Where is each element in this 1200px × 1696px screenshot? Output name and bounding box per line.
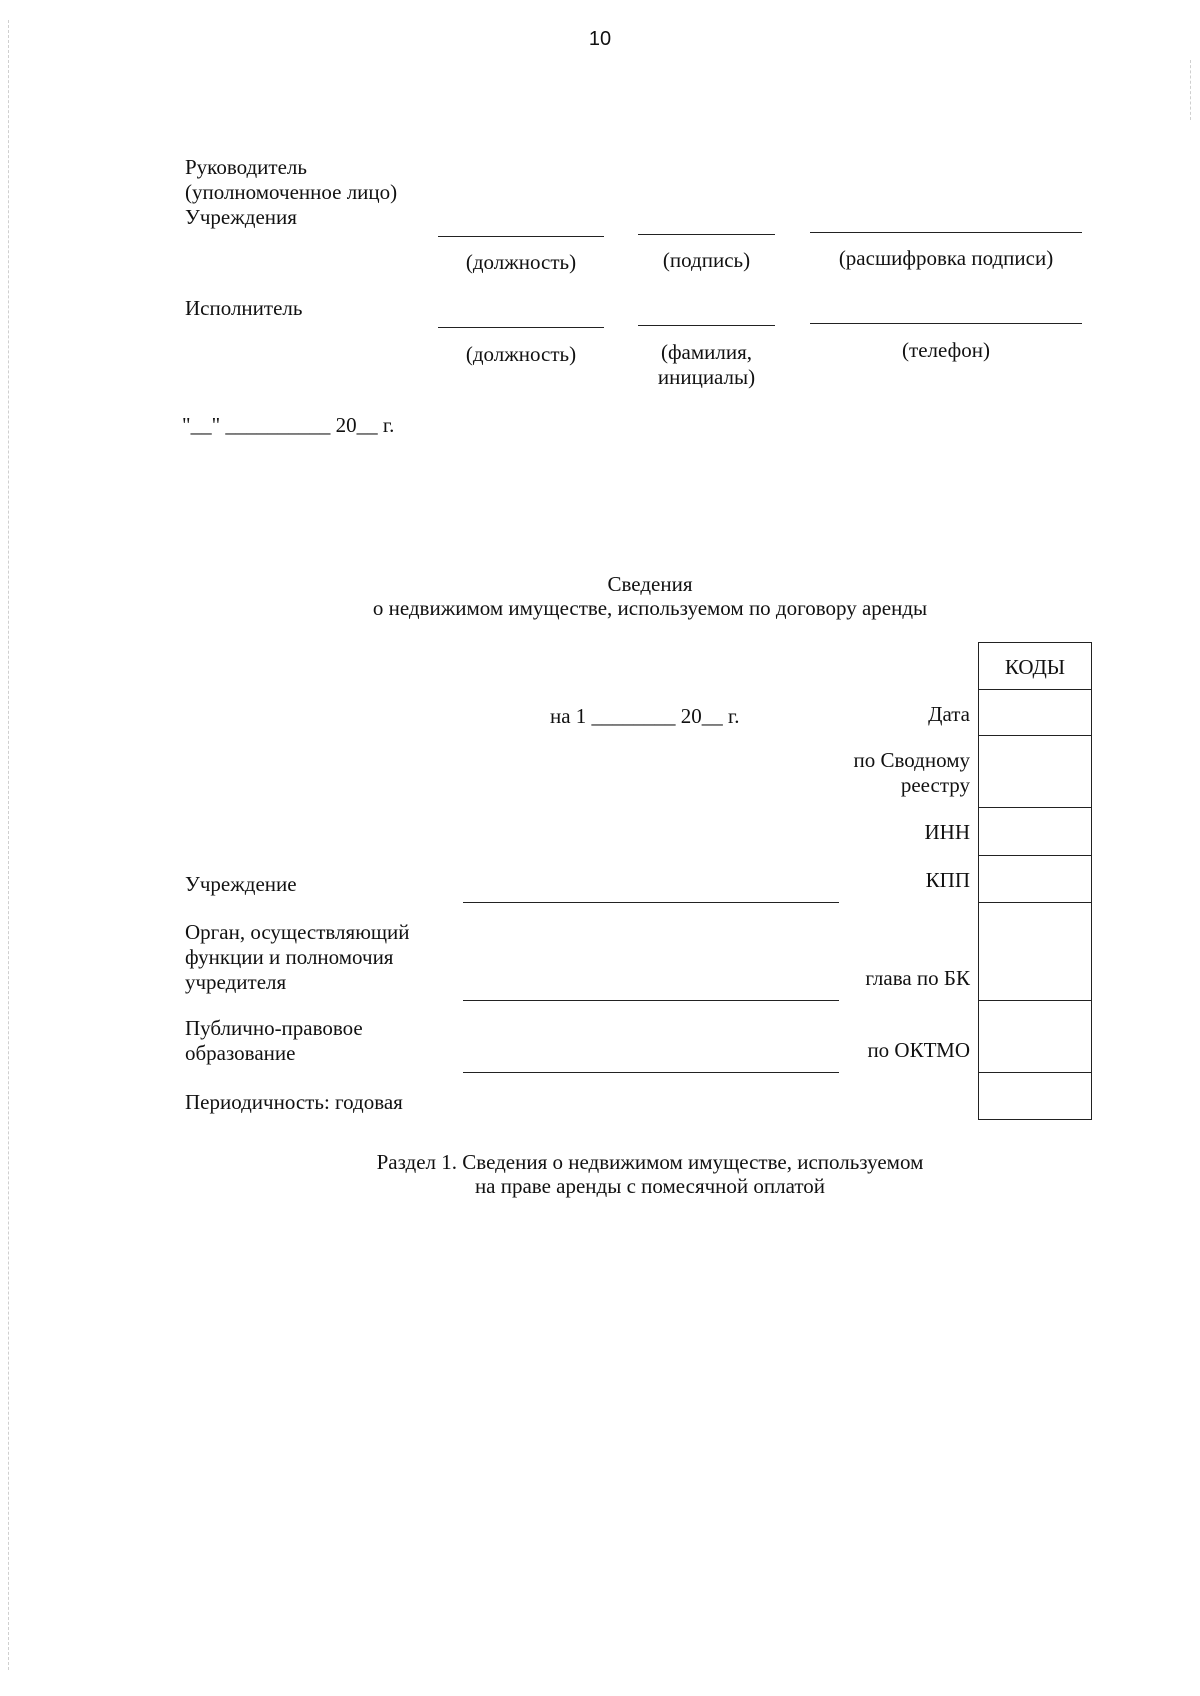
codes-label-inn: ИНН xyxy=(924,820,970,844)
public-entity-label-line-2: образование xyxy=(185,1041,296,1065)
codes-label-oktmo: по ОКТМО xyxy=(867,1038,970,1062)
codes-label-date: Дата xyxy=(928,702,970,726)
founder-input-line[interactable] xyxy=(463,1000,839,1001)
codes-label-registry-line-2: реестру xyxy=(900,773,970,797)
codes-label-chapter: глава по БК xyxy=(865,966,970,990)
head-decoding-line[interactable] xyxy=(810,232,1082,233)
scan-edge-left xyxy=(8,20,9,1670)
founder-label-line-3: учредителя xyxy=(185,970,287,994)
institution-input-line[interactable] xyxy=(463,902,839,903)
codes-label-registry-line-1: по Сводному xyxy=(853,748,970,772)
head-position-caption: (должность) xyxy=(465,250,577,274)
document-title: Сведения xyxy=(607,572,693,596)
codes-header: КОДЫ xyxy=(1004,655,1066,679)
report-date[interactable]: на 1 ________ 20__ г. xyxy=(550,704,740,728)
founder-label-line-1: Орган, осуществляющий xyxy=(185,920,410,944)
codes-cell-registry[interactable] xyxy=(979,735,1091,736)
executor-phone-caption: (телефон) xyxy=(902,338,990,362)
founder-label-line-2: функции и полномочия xyxy=(185,945,394,969)
head-label-line-3: Учреждения xyxy=(185,205,297,229)
codes-cell-date[interactable] xyxy=(979,689,1091,690)
codes-table xyxy=(978,642,1092,1120)
document-subtitle: о недвижимом имуществе, используемом по договору аренды xyxy=(372,596,928,620)
section-heading-line-2: на праве аренды с помесячной оплатой xyxy=(474,1174,826,1198)
public-entity-label-line-1: Публично-правовое xyxy=(185,1016,363,1040)
head-position-line[interactable] xyxy=(438,236,604,237)
head-signature-caption: (подпись) xyxy=(662,248,751,272)
head-label-line-2: (уполномоченное лицо) xyxy=(185,180,398,204)
section-heading-line-1: Раздел 1. Сведения о недвижимом имуществе, используемом xyxy=(376,1150,924,1174)
executor-name-caption-line-2: инициалы) xyxy=(657,365,756,389)
executor-label: Исполнитель xyxy=(185,296,303,320)
codes-cell-chapter-top xyxy=(979,902,1091,903)
page-number: 10 xyxy=(588,28,612,50)
codes-cell-chapter[interactable] xyxy=(979,1000,1091,1001)
codes-cell-oktmo[interactable] xyxy=(979,1072,1091,1073)
codes-cell-kpp[interactable] xyxy=(979,855,1091,856)
public-entity-input-line[interactable] xyxy=(463,1072,839,1073)
executor-position-line[interactable] xyxy=(438,327,604,328)
executor-name-caption-line-1: (фамилия, xyxy=(660,340,753,364)
scan-edge-right xyxy=(1190,60,1191,120)
periodicity-label: Периодичность: годовая xyxy=(185,1090,403,1114)
executor-phone-line[interactable] xyxy=(810,323,1082,324)
head-decoding-caption: (расшифровка подписи) xyxy=(838,246,1054,270)
head-signature-line[interactable] xyxy=(638,234,775,235)
head-label-line-1: Руководитель xyxy=(185,155,307,179)
signature-date-line[interactable]: "__" __________ 20__ г. xyxy=(182,413,395,437)
codes-cell-inn[interactable] xyxy=(979,807,1091,808)
executor-position-caption: (должность) xyxy=(465,342,577,366)
institution-label: Учреждение xyxy=(185,872,297,896)
executor-name-line[interactable] xyxy=(638,325,775,326)
codes-label-kpp: КПП xyxy=(925,868,970,892)
